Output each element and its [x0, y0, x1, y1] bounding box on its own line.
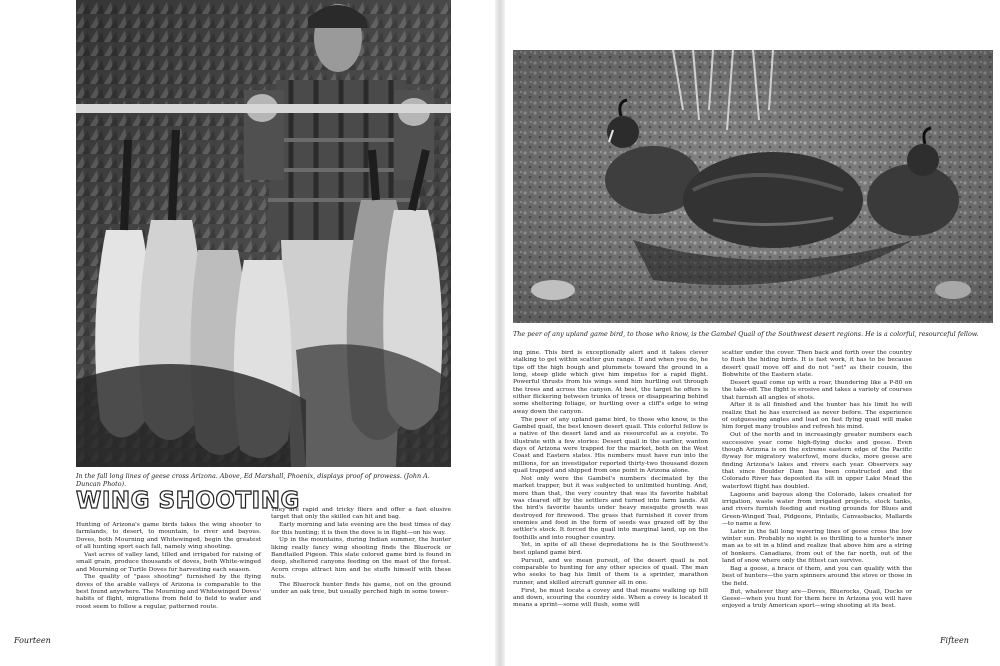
page-number-right: Fifteen	[940, 636, 969, 645]
paragraph: Not only were the Gambel's numbers decimated by the market trapper, but it was subjected to unlimited hunting. And, more than that, the very country that was its favorite habitat was cleared off by the settlers and turned into farm lands. All the bird's favorite haunts under heavy mesquite growth was destroyed for firewood. The grass that furnished it cover from enemies and food in the form of seeds was grazed off by the settler's stock. It forced the quail into marginal land, up on the foothills and into rougher country.	[513, 475, 708, 541]
page-gutter	[495, 0, 505, 666]
paragraph: Early morning and late evening are the best times of day for this hunting; it is then the dove is in flight—on his way.	[271, 522, 451, 536]
paragraph: First, he must locate a covey and that means walking up hill and down, scouring the country side. When a covey is located it means a sprint—some will flush, some will	[513, 587, 708, 609]
paragraph: Desert quail come up with a roar, thundering like a P-80 on the take-off. The flight is erosive and takes a variety of courses that furnish all angles of shots.	[722, 379, 912, 401]
right-column-2	[722, 350, 912, 611]
article-headline: WING SHOOTING	[76, 488, 300, 514]
paragraph: Pursuit, and we mean pursuit, of the desert quail is not comparable to hunting for any other species of quail. The man who seeks to bag his limit of them is a sprinter, marathon runner, and skilled aircraft gunner all in one.	[513, 557, 708, 586]
paragraph: Vast acres of valley land, tilled and irrigated for raising of small grain, produce thousands of doves, both White-winged and Mourning or Turtle Doves for harvesting each season.	[76, 551, 261, 573]
hunter-with-geese-photo	[76, 0, 451, 467]
paragraph: Yet, in spite of all these depredations he is the Southwest's best upland game bird.	[513, 542, 708, 556]
paragraph: Later in the fall long wavering lines of geese cross the low winter sun. Probably no sight is so thrilling to a hunter's inner man as to sit in a blind and realize that above him are a string of honkers. Canadians, from out of the far north, out of the land of snow where only the fittest can survive.	[722, 528, 912, 565]
paragraph: The Bluerock hunter finds his game, not on the ground under an oak tree, but usually perched high in some tower-	[271, 581, 451, 596]
paragraph: The peer of any upland game bird, to those who know, is the Gambel quail, the best known desert quail. This colorful fellow is a native of the desert land and as resourceful as a coyote. To illustrate with a few stories: Desert quail in the earlier, wanton days of Arizona were trapped for the market, both on the West Coast and Eastern states. His numbers must have run into the millions, for an investigator reported thirty-two thousand dozen quail trapped and shipped from one point in Arizona alone.	[513, 416, 708, 474]
paragraph: The quality of "pass shooting" furnished by the flying doves of the arable valleys of Arizona is comparable to the best found anywhere. The Mourning and Whitewinged Doves' habits of flight, migrations from field to field to water and roost seem to follow a regular, patterned route.	[76, 574, 261, 610]
left-photo-caption: In the fall long lines of geese cross Arizona. Above, Ed Marshall, Phoenix, displays proof of prowess. (John A. Duncan Photo).	[76, 472, 430, 488]
paragraph: Hunting of Arizona's game birds takes the wing shooter to farmlands, to desert, to mountain, to river and bayous. Doves, both Mourning and Whitewinged, begin the greatest of all hunting sport each fall, namely wing shooting.	[76, 522, 261, 551]
gambel-quail-photo	[513, 50, 993, 323]
left-column-1	[76, 522, 261, 612]
right-column-1	[513, 350, 708, 610]
paragraph: They are rapid and tricky fliers and offer a fast elusive target that only the skilled can hit and bag.	[271, 507, 451, 521]
paragraph: Up in the mountains, during Indian summer, the hunter liking really fancy wing shooting finds the Bluerock or Bandtailed Pigeon. This slate colored game bird is found in deep, sheltered canyons feeding on the mast of the forest. Acorn crops attract him and he stuffs himself with these nuts.	[271, 537, 451, 581]
paragraph: Out of the north and in increasingly greater numbers each successive year come high-flying ducks and geese. Even though Arizona is on the extreme eastern edge of the Pacific flyway for migratory waterfowl, more ducks, more geese are finding Arizona's lakes and rivers each year. Observers say that since Boulder Dam has been constructed and the Colorado River has deposited its silt in upper Lake Mead the waterfowl flight has doubled.	[722, 432, 912, 490]
paragraph: But, whatever they are—Doves, Bluerocks, Quail, Ducks or Geese—when you hunt for them here in Arizona you will have enjoyed a truly American sport—wing shooting at its best.	[722, 588, 912, 610]
show-through-artifact	[513, 0, 993, 22]
paragraph: After it is all finished and the hunter has his limit he will realize that he has exercised as never before. The experience of outguessing angles and lead on fast flying quail will make him forget many troubles and refresh his mind.	[722, 402, 912, 431]
paragraph: scatter under the cover. Then back and forth over the country to flush the hiding birds. It is fast work, it has to be because desert quail move off and do not "set" as their cousin, the Bobwhite of the Eastern state.	[722, 350, 912, 379]
paragraph: Lagoons and bayous along the Colorado, lakes created for irrigation, waste water from irrigated projects, stock tanks, and rivers furnish feeding and resting grounds for Blues and Green-Winged Teal, Pidgeons, Pintails, Canvasbacks, Mallards—to name a few.	[722, 491, 912, 527]
paragraph: Bag a goose, a brace of them, and you can qualify with the best of hunters—the yarn spinners around the stove or those in the field.	[722, 565, 912, 587]
page-number-left: Fourteen	[14, 636, 51, 645]
left-column-2	[271, 507, 451, 597]
right-photo-caption: The peer of any upland game bird, to those who know, is the Gambel Quail of the Southwest desert regions. He is a colorful, resourceful fellow.	[513, 330, 979, 338]
paragraph: ing pine. This bird is exceptionally alert and it takes clever stalking to get within scatter gun range. If and when you do, he tips off the high bough and plummets toward the ground in a long, steep glide which give him impetus for a rapid flight. Powerful thrusts from his wings send him hurtling out through the trees and across the canyon. At best, the target he offers is either flickering between trunks of trees or disappearing behind some sheltering foliage, or hurtling over a cliff's edge to wing away down the canyon.	[513, 350, 708, 415]
